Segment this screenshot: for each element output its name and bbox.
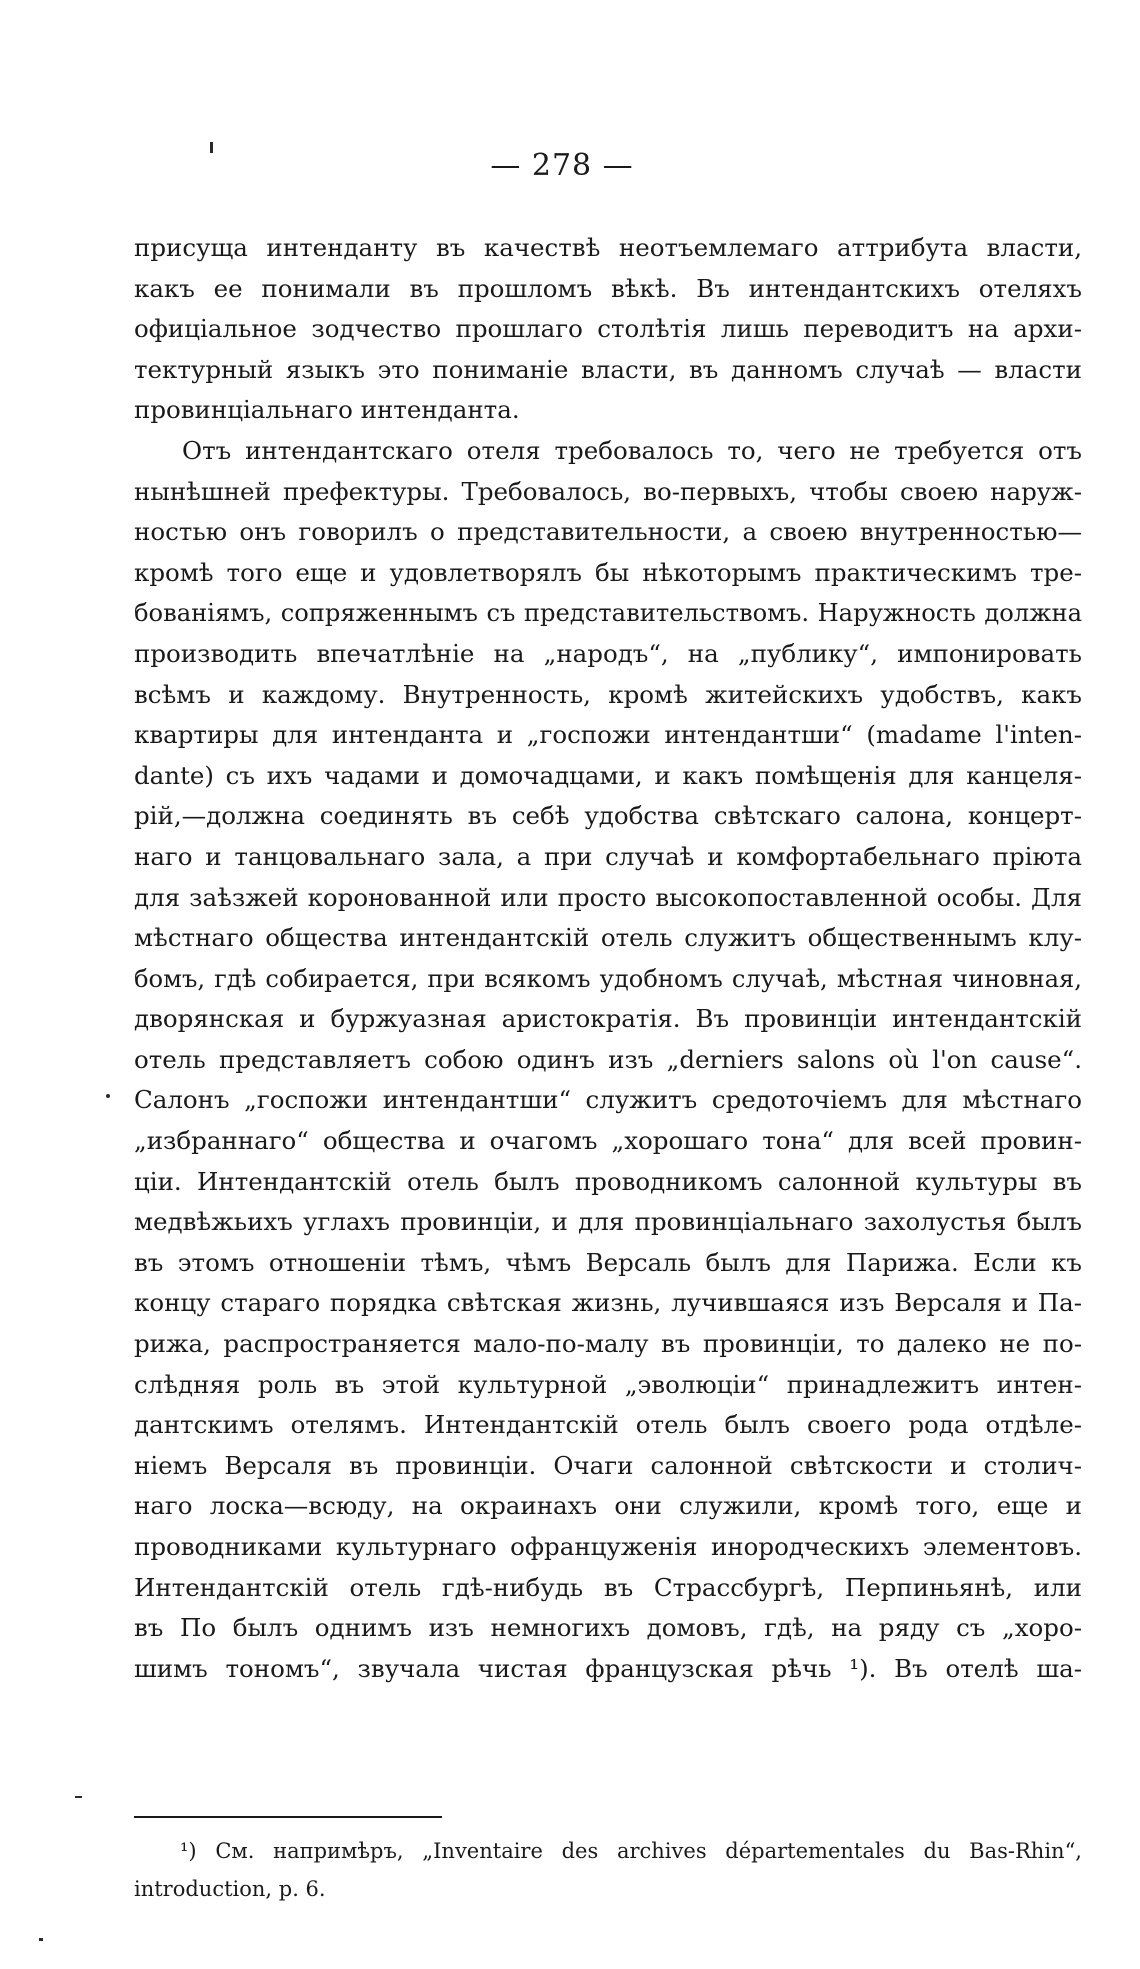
footnote-line: introduction, p. 6. — [134, 1877, 326, 1901]
text-line: ціи. Интендантскій отель былъ проводникомъ салонной культуры въ — [134, 1166, 1082, 1196]
text-line: кромѣ того еще и удовлетворялъ бы нѣкоторымъ практическимъ тре- — [134, 557, 1082, 587]
text-line: рій,—должна соединять въ себѣ удобства свѣтскаго салона, концерт- — [134, 801, 1082, 831]
text-line: медвѣжьихъ углахъ провинціи, и для провинціальнаго захолустья былъ — [134, 1207, 1082, 1237]
text-line: дантскимъ отелямъ. Интендантскій отель былъ своего рода отдѣле- — [134, 1410, 1082, 1440]
ink-speck-lower-1 — [75, 1796, 82, 1798]
ink-speck-left — [106, 1094, 110, 1098]
text-line: мѣстнаго общества интендантскій отель служитъ общественнымъ клу- — [134, 923, 1082, 953]
text-line: ніемъ Версаля въ провинціи. Очаги салонной свѣтскости и столич- — [134, 1450, 1082, 1480]
text-line: dante) съ ихъ чадами и домочадцами, и какъ помѣщенія для канцеля- — [134, 760, 1082, 790]
text-line: Салонъ „госпожи интендантши“ служитъ средоточіемъ для мѣстнаго — [134, 1085, 1082, 1115]
text-line: концу стараго порядка свѣтская жизнь, лучившаяся изъ Версаля и Па- — [134, 1288, 1082, 1318]
text-line: нынѣшней префектуры. Требовалось, во-первыхъ, чтобы своею наруж- — [134, 476, 1082, 506]
text-line: проводниками культурнаго офранцуженія инородческихъ элементовъ. — [134, 1532, 1082, 1561]
body-text — [134, 228, 1082, 1689]
page-number: — 278 — — [490, 148, 634, 183]
text-line: бованіямъ, сопряженнымъ съ представительствомъ. Наружность должна — [134, 599, 1082, 628]
text-line: провинціальнаго интенданта. — [134, 395, 520, 425]
text-line: всѣмъ и каждому. Внутренность, кромѣ житейскихъ удобствъ, какъ — [134, 679, 1082, 709]
text-line: ностью онъ говорилъ о представительности, а своею внутренностью— — [134, 517, 1082, 547]
text-line: офиціальное зодчество прошлаго столѣтія лишь переводитъ на архи- — [134, 314, 1082, 344]
text-line: наго и танцовальнаго зала, а при случаѣ и комфортабельнаго пріюта — [134, 841, 1082, 871]
paragraph-start-line: Отъ интендантскаго отеля требовалось то, чего не требуется отъ — [182, 435, 1082, 465]
footnote-line: ¹) См. напримѣръ, „Inventaire des archives départementales du Bas-Rhin“, — [180, 1839, 1082, 1863]
text-line: какъ ее понимали въ прошломъ вѣкѣ. Въ интендантскихъ отеляхъ — [134, 273, 1082, 303]
text-line: въ По былъ однимъ изъ немногихъ домовъ, гдѣ, на ряду съ „хоро- — [134, 1613, 1082, 1643]
text-line: тектурный языкъ это пониманіе власти, въ данномъ случаѣ — власти — [134, 354, 1082, 384]
text-line: для заѣзжей коронованной или просто высокопоставленной особы. Для — [134, 882, 1082, 912]
text-line: Интендантскій отель гдѣ-нибудь въ Страссбургѣ, Перпиньянѣ, или — [134, 1572, 1082, 1602]
text-line: рижа, распространяется мало-по-малу въ провинціи, то далеко не по- — [134, 1329, 1082, 1359]
text-line: наго лоска—всюду, на окраинахъ они служили, кромѣ того, еще и — [134, 1491, 1082, 1521]
text-line: присуща интенданту въ качествѣ неотъемлемаго аттрибута власти, — [134, 233, 1082, 262]
text-line: шимъ тономъ“, звучала чистая французская рѣчь ¹). Въ отелѣ ша- — [134, 1653, 1082, 1683]
text-line: бомъ, гдѣ собирается, при всякомъ удобномъ случаѣ, мѣстная чиновная, — [134, 964, 1082, 993]
text-line: дворянская и буржуазная аристократія. Въ провинціи интендантскій — [134, 1004, 1082, 1034]
text-line: слѣдняя роль въ этой культурной „эволюціи“ принадлежитъ интен- — [134, 1369, 1082, 1399]
footnote-separator — [134, 1816, 442, 1818]
text-line: отель представляетъ собою одинъ изъ „derniers salons où l'on cause“. — [134, 1044, 1082, 1074]
text-line: „избраннаго“ общества и очагомъ „хорошаго тона“ для всей провин- — [134, 1126, 1082, 1156]
text-line: производить впечатлѣніе на „народъ“, на „публику“, импонировать — [134, 638, 1082, 668]
text-line: въ этомъ отношеніи тѣмъ, чѣмъ Версаль былъ для Парижа. Если къ — [134, 1247, 1082, 1277]
ink-speck-lower-2 — [39, 1938, 43, 1941]
text-line: квартиры для интенданта и „госпожи интендантши“ (madame l'inten- — [134, 720, 1082, 750]
footnote — [134, 1832, 1082, 1908]
